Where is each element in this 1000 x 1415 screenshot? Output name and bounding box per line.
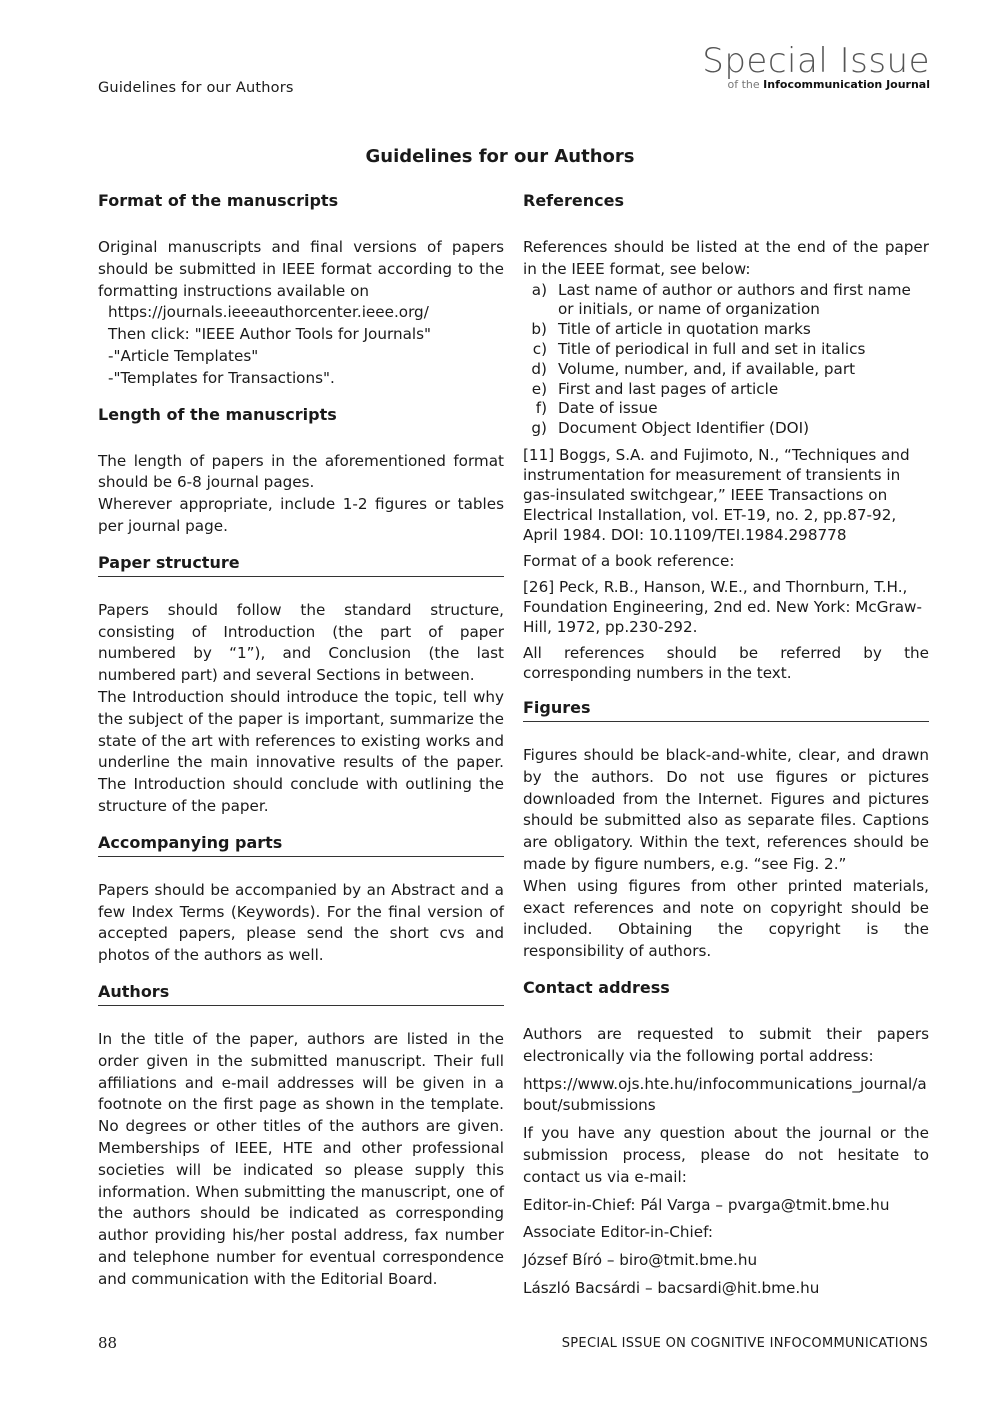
journal-brand	[702, 42, 930, 91]
section-parts	[98, 832, 504, 967]
list-item: a) Last name of author or authors and first name or initials, or name of organization	[531, 280, 911, 319]
left-column	[98, 190, 504, 1304]
heading-length: Length of the manuscripts	[98, 404, 337, 424]
format-step-3: -"Templates for Transactions".	[108, 368, 335, 387]
heading-parts: Accompanying parts	[98, 832, 504, 857]
authors-para: In the title of the paper, authors are listed in the order given in the submitted manuscript. Their full affiliations and e-mail addresses will be given in a footnote on the first page as shown in the template. No degrees or other titles of the authors are given. Memberships of IEEE, HTE and other professional societies will be indicated so please supply this information. When submitting the manuscript, one of the authors should be indicated as corresponding author providing his/her postal address, fax number and telephone number for eventual correspondence and communication with the Editorial Board.	[98, 1029, 504, 1288]
format-step-1: Then click: "IEEE Author Tools for Journals"	[108, 325, 431, 344]
structure-para-1: Papers should follow the standard structure, consisting of Introduction (the part of paper numbered by “1”), and Conclusion (the last numbered part) and several Sections in between.	[98, 600, 504, 685]
right-column	[523, 190, 929, 1314]
heading-contact: Contact address	[523, 977, 670, 997]
running-title: Guidelines for our Authors	[98, 80, 294, 96]
structure-para-2: The Introduction should introduce the topic, tell why the subject of the paper is important, summarize the state of the art with references to existing works and underline the main innovative results of the paper. The Introduction should conclude with outlining the structure of the paper.	[98, 687, 504, 815]
list-item: g) Document Object Identifier (DOI)	[531, 419, 810, 438]
list-item: b) Title of article in quotation marks	[531, 320, 811, 339]
contact-para-1: Authors are requested to submit their papers electronically via the following portal address:	[523, 1024, 929, 1065]
brand-sub-prefix: of the	[727, 78, 760, 91]
reference-example-1: [11] Boggs, S.A. and Fujimoto, N., “Techniques and instrumentation for measurement of transients in gas-insulated switchgear,” IEEE Transactions on Electrical Installation, vol. ET-19, no. 2, pp.87-92, April 1984. DOI: 10.1109/TEI.1984.298778	[523, 445, 910, 544]
section-authors	[98, 981, 504, 1291]
format-para: Original manuscripts and final versions of papers should be submitted in IEEE format according to the formatting instructions available on	[98, 238, 504, 300]
reference-example-2: [26] Peck, R.B., Hanson, W.E., and Thornburn, T.H., Foundation Engineering, 2nd ed. New York: McGraw-Hill, 1972, pp.230-292.	[523, 577, 922, 636]
figures-para-1: Figures should be black-and-white, clear, and drawn by the authors. Do not use figures or pictures downloaded from the Internet. Figures and pictures should be submitted also as separate files. Captions are obligatory. Within the text, references should be made by figure numbers, e.g. “see Fig. 2.”	[523, 745, 929, 873]
book-reference-label: Format of a book reference:	[523, 551, 735, 570]
contact-assoc-1: József Bíró – biro@tmit.bme.hu	[523, 1251, 758, 1270]
length-para-2: Wherever appropriate, include 1-2 figures or tables per journal page.	[98, 495, 504, 535]
format-url: https://journals.ieeeauthorcenter.ieee.org/	[108, 303, 429, 322]
heading-references: References	[523, 191, 624, 210]
list-item: e) First and last pages of article	[531, 379, 779, 398]
page-number: 88	[98, 1334, 118, 1352]
reference-format-list	[523, 281, 929, 439]
list-item: d) Volume, number, and, if available, part	[531, 359, 856, 378]
heading-format: Format of the manuscripts	[98, 191, 339, 210]
figures-para-2: When using figures from other printed materials, exact references and note on copyright should be included. Obtaining the copyright is the responsibility of authors.	[523, 876, 929, 961]
list-item: f) Date of issue	[535, 399, 658, 418]
section-contact	[523, 977, 929, 1300]
heading-figures: Figures	[523, 697, 929, 722]
parts-para: Papers should be accompanied by an Abstract and a few Index Terms (Keywords). For the final version of accepted papers, please send the short cvs and photos of the authors as well.	[98, 880, 504, 965]
references-closing: All references should be referred by the corresponding numbers in the text.	[523, 643, 929, 682]
length-para-1: The length of papers in the aforementioned format should be 6-8 journal pages.	[98, 451, 504, 492]
heading-structure: Paper structure	[98, 552, 504, 577]
references-intro: References should be listed at the end of the paper in the IEEE format, see below:	[523, 238, 929, 278]
brand-title: Special Issue	[702, 41, 930, 81]
section-figures	[523, 697, 929, 963]
list-item: c) Title of periodical in full and set in italics	[532, 339, 866, 358]
brand-subtitle	[702, 78, 930, 91]
heading-authors: Authors	[98, 981, 504, 1006]
contact-assoc-2: László Bacsárdi – bacsardi@hit.bme.hu	[523, 1278, 820, 1297]
footer-issue: SPECIAL ISSUE ON COGNITIVE INFOCOMMUNICATIONS	[561, 1336, 928, 1351]
section-references	[523, 190, 929, 683]
brand-sub-bold: Infocommunication Journal	[763, 78, 930, 91]
section-format	[98, 190, 504, 390]
section-length	[98, 404, 504, 538]
section-structure	[98, 552, 504, 818]
contact-url: https://www.ojs.hte.hu/infocommunications_journal/about/submissions	[523, 1074, 927, 1115]
contact-editor: Editor-in-Chief: Pál Varga – pvarga@tmit.bme.hu	[523, 1195, 890, 1214]
contact-assoc-label: Associate Editor-in-Chief:	[523, 1223, 714, 1242]
format-step-2: -"Article Templates"	[108, 346, 259, 365]
contact-para-2: If you have any question about the journal or the submission process, please do not hesitate to contact us via e-mail:	[523, 1124, 929, 1186]
page-title: Guidelines for our Authors	[365, 146, 635, 167]
